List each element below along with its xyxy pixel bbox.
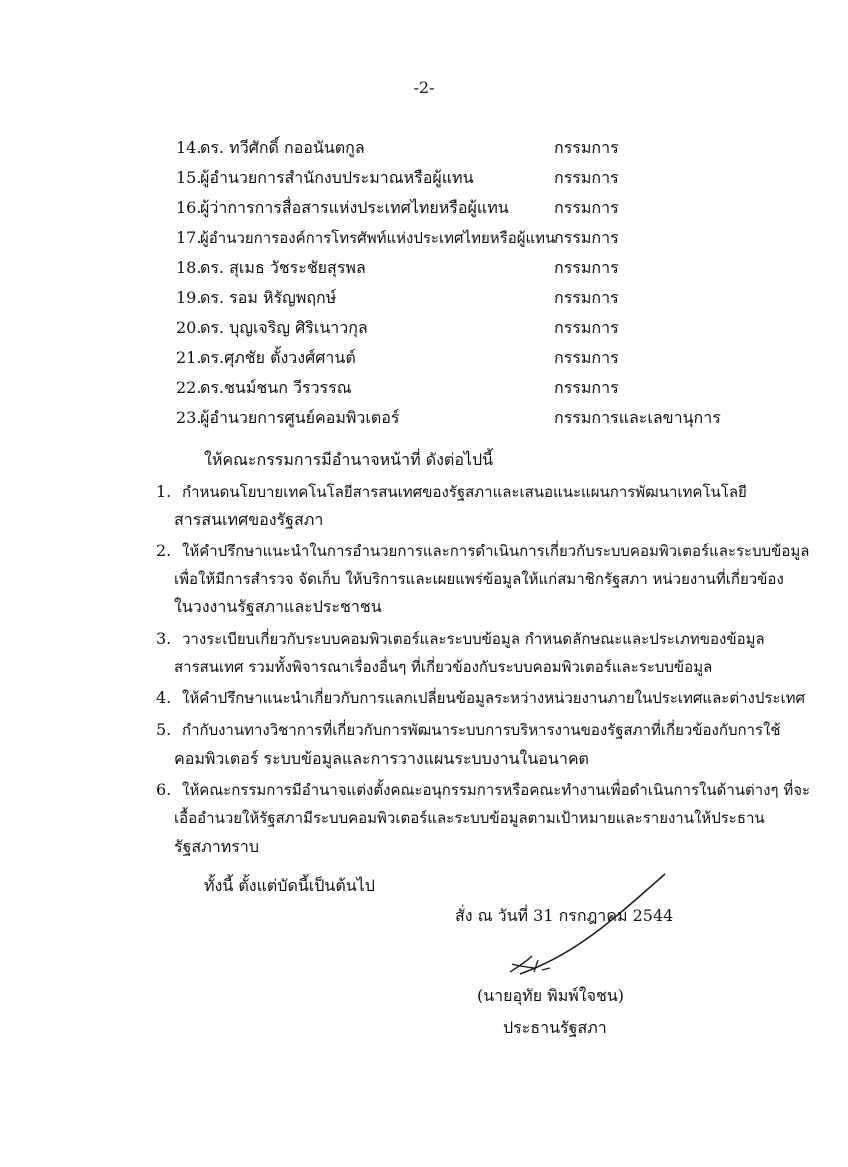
member-role: กรรมการ (554, 288, 619, 307)
member-role: กรรมการ (554, 228, 619, 247)
duty-text: ในวงงานรัฐสภาและประชาชน (174, 597, 382, 616)
member-number: 19. (176, 288, 202, 307)
member-role: กรรมการและเลขานุการ (554, 408, 721, 427)
order-date: สั่ง ณ วันที่ 31 กรกฎาคม 2544 (455, 906, 674, 925)
duty-text: ให้คำปรึกษาแนะนำเกี่ยวกับการแลกเปลี่ยนข้อมูลระหว่างหน่วยงานภายในประเทศและต่างประเทศ (182, 689, 805, 707)
member-name: ผู้อำนวยการสำนักงบประมาณหรือผู้แทน (200, 168, 474, 187)
member-name: ดร.ชนม์ชนก วีรวรรณ (200, 378, 352, 397)
duties-intro: ให้คณะกรรมการมีอำนาจหน้าที่ ดังต่อไปนี้ (204, 450, 494, 469)
member-name: ผู้ว่าการการสื่อสารแห่งประเทศไทยหรือผู้แทน (200, 198, 509, 217)
member-number: 23. (176, 408, 202, 427)
member-role: กรรมการ (554, 168, 619, 187)
duty-text: เพื่อให้มีการสำรวจ จัดเก็บ ให้บริการและเผยแพร่ข้อมูลให้แก่สมาชิกรัฐสภา หน่วยงานที่เกี่ยวข้อง (174, 570, 784, 588)
duty-number: 1. (156, 482, 172, 501)
member-number: 15. (176, 168, 202, 187)
duty-number: 6. (156, 780, 172, 799)
duty-number: 4. (156, 688, 172, 707)
duty-text: เอื้ออำนวยให้รัฐสภามีระบบคอมพิวเตอร์และระบบข้อมูลตามเป้าหมายและรายงานให้ประธาน (174, 809, 765, 827)
duty-text: รัฐสภาทราบ (174, 837, 259, 856)
member-name: ผู้อำนวยการองค์การโทรศัพท์แห่งประเทศไทยหรือผู้แทน (200, 229, 556, 247)
member-name: ดร. รอม หิรัญพฤกษ์ (200, 288, 337, 307)
signer-title: ประธานรัฐสภา (503, 1018, 607, 1037)
member-number: 20. (176, 318, 202, 337)
duty-text: สารสนเทศของรัฐสภา (174, 510, 324, 529)
duty-text: กำกับงานทางวิชาการที่เกี่ยวกับการพัฒนาระบบการบริหารงานของรัฐสภาที่เกี่ยวข้องกับการใช้ (182, 721, 781, 739)
duty-number: 3. (156, 629, 172, 648)
member-name: ดร. สุเมธ วัชระชัยสุรพล (200, 258, 366, 277)
duty-text: กำหนดนโยบายเทคโนโลยีสารสนเทศของรัฐสภาและเสนอแนะแผนการพัฒนาเทคโนโลยี (182, 483, 747, 501)
duty-text: คอมพิวเตอร์ ระบบข้อมูลและการวางแผนระบบงานในอนาคต (174, 749, 589, 768)
member-role: กรรมการ (554, 138, 619, 157)
duty-text: วางระเบียบเกี่ยวกับระบบคอมพิวเตอร์และระบบข้อมูล กำหนดลักษณะและประเภทของข้อมูล (182, 630, 765, 648)
member-role: กรรมการ (554, 318, 619, 337)
member-number: 21. (176, 348, 202, 367)
member-number: 22. (176, 378, 202, 397)
signer-name: (นายอุทัย พิมพ์ใจชน) (477, 986, 625, 1005)
member-number: 16. (176, 198, 202, 217)
member-role: กรรมการ (554, 348, 619, 367)
member-number: 14. (176, 138, 202, 157)
duty-number: 5. (156, 720, 172, 739)
signature-image (490, 868, 680, 988)
member-number: 17. (176, 228, 202, 247)
member-number: 18. (176, 258, 202, 277)
member-name: ดร. ทวีศักดิ์ กออนันตกูล (200, 138, 365, 157)
member-name: ดร.ศุภชัย ตั้งวงศ์ศานต์ (200, 348, 356, 367)
duty-text: ให้คณะกรรมการมีอำนาจแต่งตั้งคณะอนุกรรมการหรือคณะทำงานเพื่อดำเนินการในด้านต่างๆ ที่จะ (182, 781, 811, 799)
member-name: ผู้อำนวยการศูนย์คอมพิวเตอร์ (200, 408, 400, 427)
member-role: กรรมการ (554, 258, 619, 277)
duty-text: สารสนเทศ รวมทั้งพิจารณาเรื่องอื่นๆ ที่เกี่ยวข้องกับระบบคอมพิวเตอร์และระบบข้อมูล (174, 658, 713, 676)
duty-text: ให้คำปรึกษาแนะนำในการอำนวยการและการดำเนินการเกี่ยวกับระบบคอมพิวเตอร์และระบบข้อมูล (182, 542, 810, 560)
member-role: กรรมการ (554, 198, 619, 217)
member-name: ดร. บุญเจริญ ศิริเนาวกุล (200, 318, 368, 337)
closing-statement: ทั้งนี้ ตั้งแต่บัดนี้เป็นต้นไป (204, 876, 375, 895)
member-role: กรรมการ (554, 378, 619, 397)
page-number: -2- (413, 78, 435, 97)
duty-number: 2. (156, 541, 172, 560)
